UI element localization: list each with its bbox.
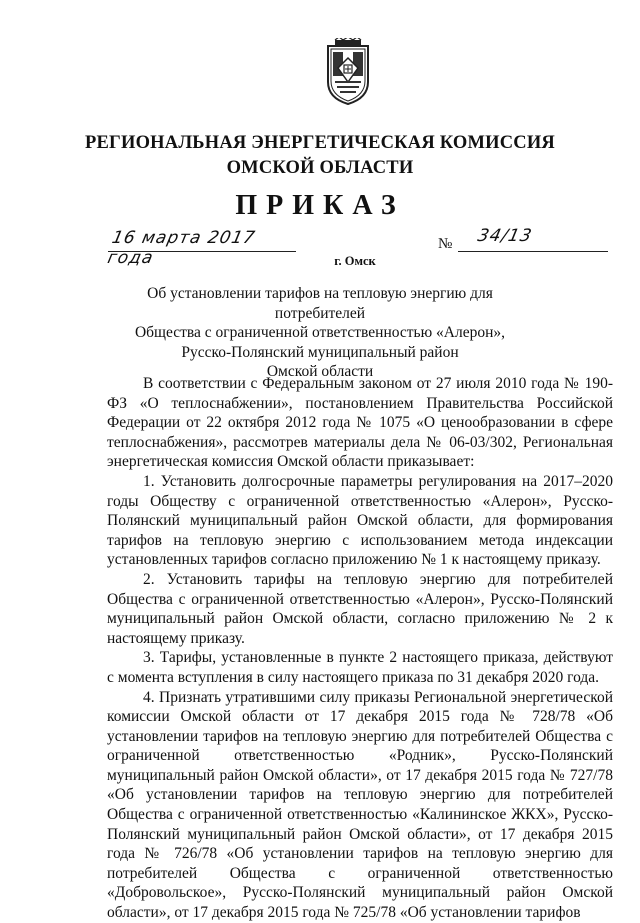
order-body bbox=[107, 374, 613, 923]
omsk-coat-of-arms-icon bbox=[325, 38, 371, 106]
item-3-paragraph: 3. Тарифы, установленные в пункте 2 настоящего приказа, действуют с момента вступления в силу настоящего приказа по 31 декабря 2020 года. bbox=[107, 649, 613, 686]
subject-line: Общества с ограниченной ответственностью «Алерон», bbox=[134, 324, 506, 341]
preamble-paragraph: В соответствии с Федеральным законом от 27 июля 2010 года № 190-ФЗ «О теплоснабжении», постановлением Правительства Российской Федерации от 22 октября 2012 года № 1075 «О ценообразовании в сфере теплоснабжения», рассмотрев материалы дела № 06-03/302, Региональная энергетическая комиссия Омской области приказывает: bbox=[107, 375, 613, 471]
item-1-paragraph: 1. Установить долгосрочные параметры регулирования на 2017–2020 годы Обществу с ограниченной ответственностью «Алерон», Русско-Полянский муниципальный район Омской области, для формирования тарифов на тепловую энергию с использованием метода индексации установленных тарифов согласно приложению № 1 к настоящему приказу. bbox=[107, 472, 613, 569]
document-title: ПРИКАЗ bbox=[235, 190, 405, 221]
handwritten-number: 34/13 bbox=[475, 226, 535, 246]
order-subject bbox=[120, 284, 520, 382]
date-underline bbox=[108, 251, 296, 252]
city-label: г. Омск bbox=[334, 254, 376, 268]
item-4-paragraph: 4. Признать утратившими силу приказы Региональной энергетической комиссии Омской области от 17 декабря 2015 года № 728/78 «Об установлении тарифов на тепловую энергию для потребителей Общества с ограниченной ответственностью «Родник», Русско-Полянский муниципальный район Омской области», от 17 декабря 2015 года № 727/78 «Об установлении тарифов на тепловую энергию для потребителей Общества с ограниченной ответственностью «Калининское ЖКХ», Русско-Полянский муниципальный район Омской области», от 17 декабря 2015 года № 726/78 «Об установлении тарифов на тепловую энергию для потребителей Общества с ограниченной ответственностью «Добровольское», Русско-Полянский муниципальный район Омской области», от 17 декабря 2015 года № 725/78 «Об установлении тарифов bbox=[107, 688, 613, 922]
subject-line: Русско-Полянский муниципальный район bbox=[181, 343, 459, 361]
subject-line: Об установлении тарифов на тепловую энергию для потребителей bbox=[147, 285, 493, 322]
org-name-line2: ОМСКОЙ ОБЛАСТИ bbox=[226, 158, 414, 178]
subject-line: Омской области bbox=[266, 363, 374, 380]
org-name-line1: РЕГИОНАЛЬНАЯ ЭНЕРГЕТИЧЕСКАЯ КОМИССИЯ bbox=[84, 133, 555, 153]
handwritten-date: 16 марта 2017 года bbox=[105, 228, 258, 268]
number-underline bbox=[458, 251, 608, 252]
number-label: № bbox=[438, 236, 453, 252]
item-2-paragraph: 2. Установить тарифы на тепловую энергию для потребителей Общества с ограниченной ответственностью «Алерон», Русско-Полянский муниципальный район Омской области, согласно приложению № 2 к настоящему приказу. bbox=[107, 570, 613, 647]
